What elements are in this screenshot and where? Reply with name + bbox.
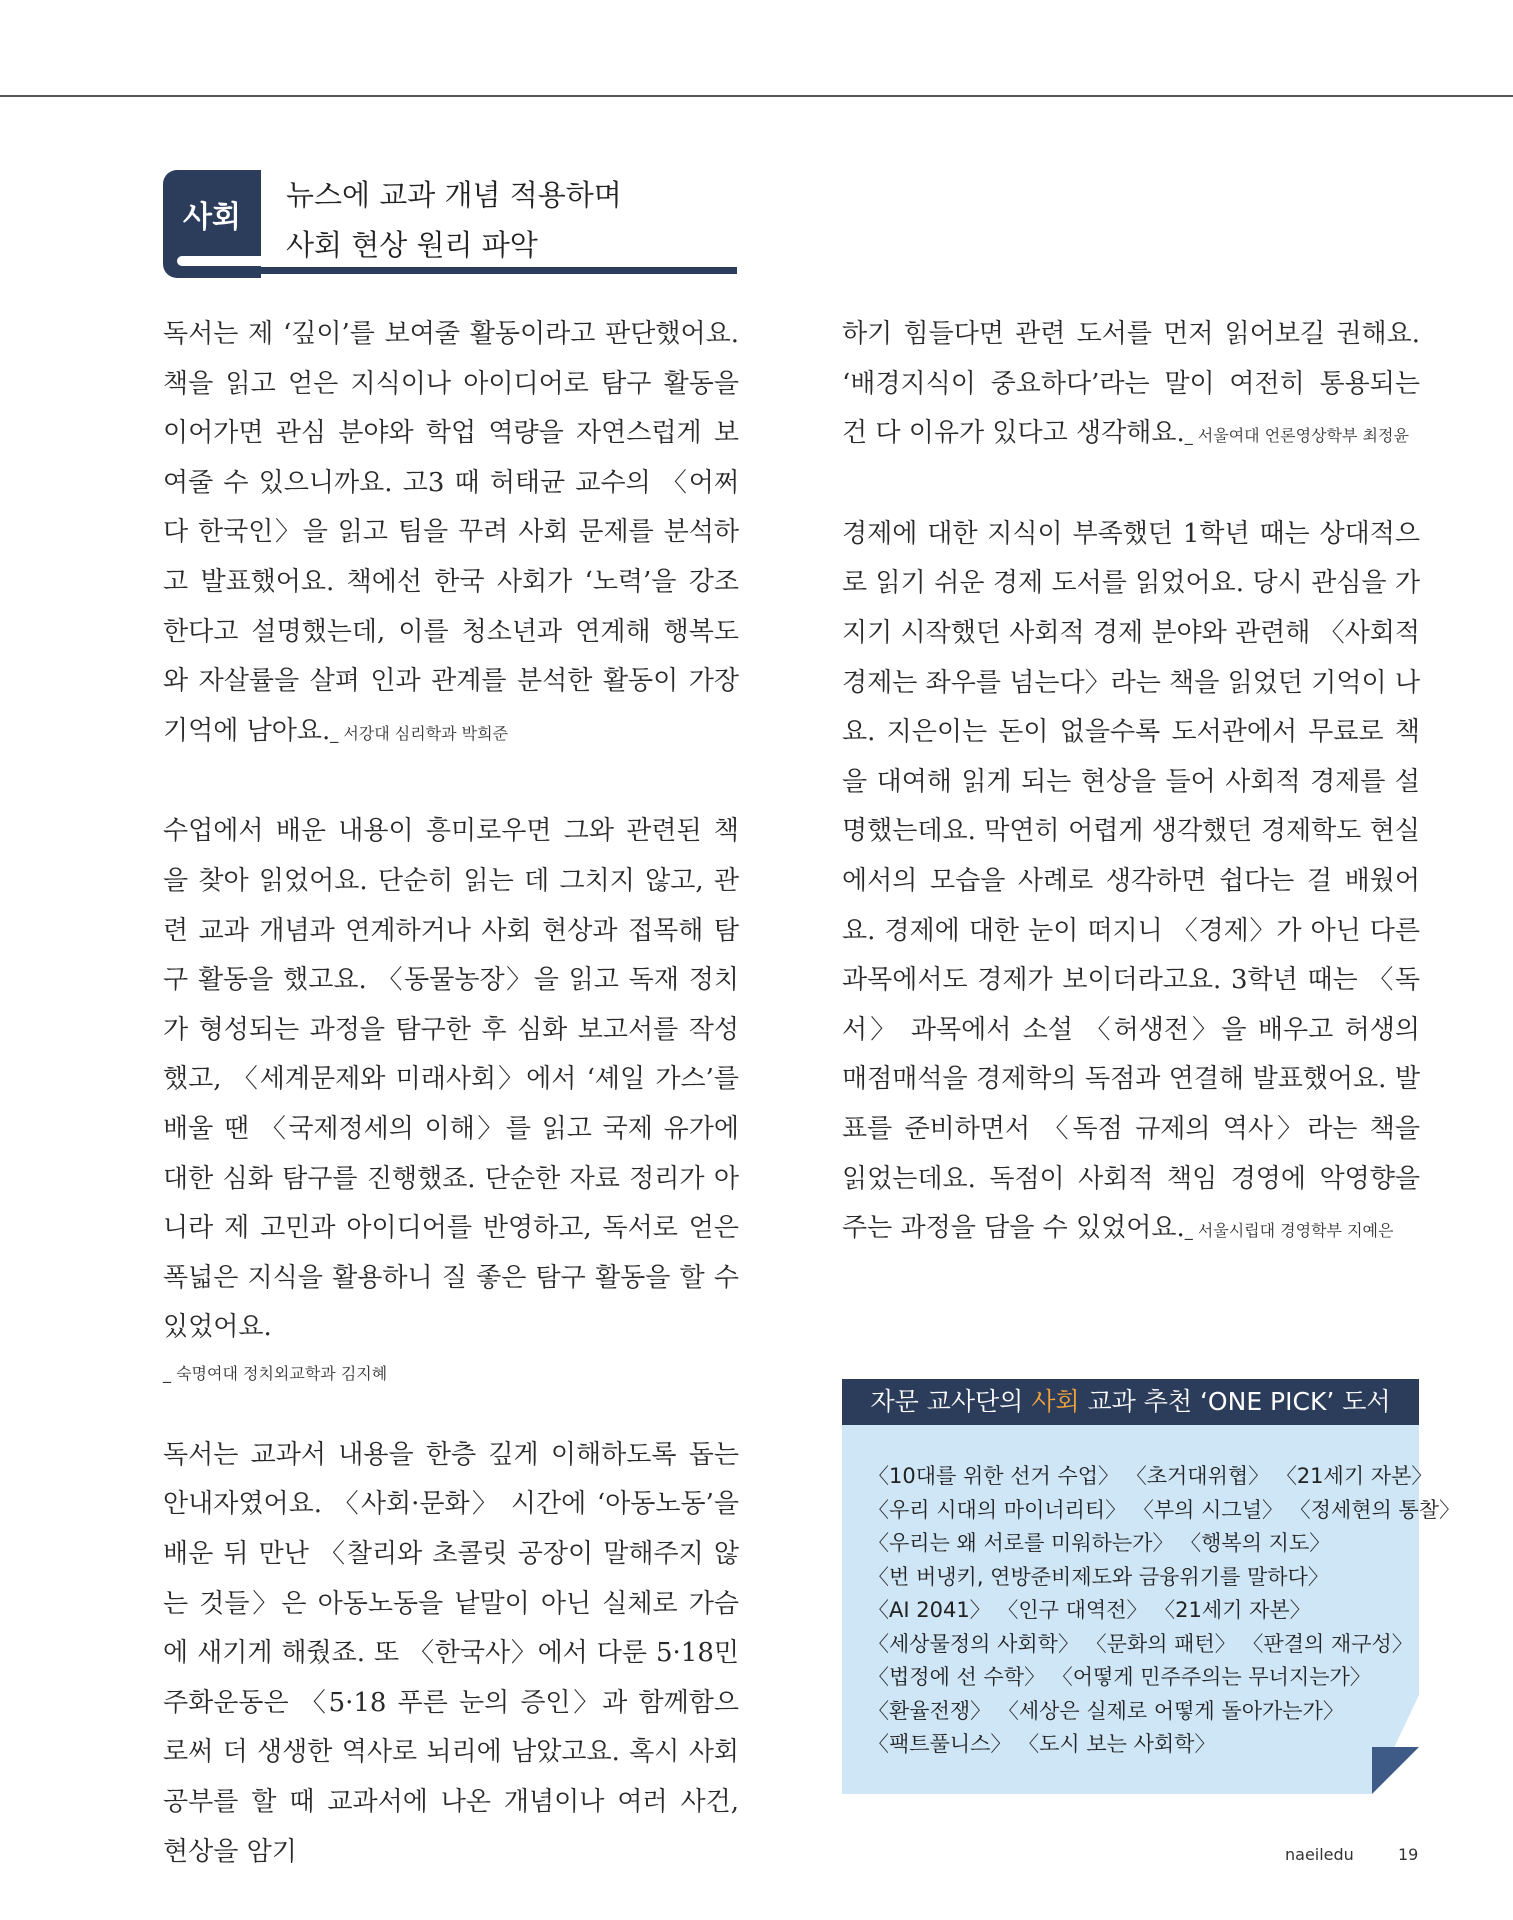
title-prefix: 자문 교사단의 xyxy=(870,1387,1032,1416)
paragraph-text: 독서는 제 ‘깊이’를 보여줄 활동이라고 판단했어요. 책을 읽고 얻은 지식이나 아이디어로 탐구 활동을 이어가면 관심 분야와 학업 역량을 자연스럽게 보여줄 수 있으니까요. 고3 때 허태균 교수의 〈어쩌다 한국인〉을 읽고 팀을 꾸려 사회 문제를 분석하고 발표했어요. 책에선 한국 사회가 ‘노력’을 강조한다고 설명했는데, 이를 청소년과 연계해 행복도와 자살률을 살펴 인과 관계를 분석한 활동이 가장 기억에 남아요. xyxy=(163,319,739,746)
paragraph-text: 경제에 대한 지식이 부족했던 1학년 때는 상대적으로 읽기 쉬운 경제 도서를 읽었어요. 당시 관심을 가지기 시작했던 사회적 경제 분야와 관련해 〈사회적 경제는 좌우를 넘는다〉라는 책을 읽었던 기억이 나요. 지은이는 돈이 없을수록 도서관에서 무료로 책을 대여해 읽게 되는 현상을 들어 사회적 경제를 설명했는데요. 막연히 어렵게 생각했던 경제학도 현실에서의 모습을 사례로 생각하면 쉽다는 걸 배웠어요. 경제에 대한 눈이 떠지니 〈경제〉가 아닌 다른 과목에서도 경제가 보이더라고요. 3학년 때는 〈독서〉 과목에서 소설 〈허생전〉을 배우고 허생의 매점매석을 경제학의 독점과 연결해 발표했어요. 발표를 준비하면서 〈독점 규제의 역사〉라는 책을 읽었는데요. 독점이 사회적 책임 경영에 악영향을 주는 과정을 담을 수 있었어요. xyxy=(842,518,1420,1244)
list-item: 〈AI 2041〉 〈인구 대역전〉 〈21세기 자본〉 xyxy=(868,1598,1311,1622)
book-list xyxy=(868,1460,1461,1762)
right-column xyxy=(842,310,1420,1256)
title-highlight: 사회 xyxy=(1031,1387,1080,1416)
author-signature: _ 서울여대 언론영상학부 최정윤 xyxy=(1184,426,1409,446)
heading-underline xyxy=(261,267,737,274)
list-item: 〈번 버냉키, 연방준비제도와 금융위기를 말하다〉 xyxy=(868,1564,1329,1589)
list-item: 〈팩트풀니스〉 〈도시 보는 사회학〉 xyxy=(868,1732,1216,1756)
badge-notch xyxy=(177,256,261,266)
list-item: 〈우리는 왜 서로를 미워하는가〉 〈행복의 지도〉 xyxy=(868,1531,1331,1555)
testimonial-paragraph xyxy=(842,510,1420,1256)
list-item: 〈우리 시대의 마이너리티〉 〈부의 시그널〉 〈정세현의 통찰〉 xyxy=(868,1497,1461,1522)
testimonial-paragraph xyxy=(163,1431,739,1877)
subject-badge-label: 사회 xyxy=(183,200,241,235)
list-item: 〈10대를 위한 선거 수업〉 〈초거대위협〉 〈21세기 자본〉 xyxy=(868,1464,1433,1488)
list-item: 〈세상물정의 사회학〉 〈문화의 패턴〉 〈판결의 재구성〉 xyxy=(868,1631,1413,1656)
paragraph-text: 하기 힘들다면 관련 도서를 먼저 읽어보길 권해요. ‘배경지식이 중요하다’라는 말이 여전히 통용되는 건 다 이유가 있다고 생각해요. xyxy=(842,319,1420,449)
subject-badge xyxy=(163,170,261,278)
author-signature: _ 서울시립대 경영학부 지예은 xyxy=(1184,1221,1394,1241)
section-heading xyxy=(286,170,622,270)
testimonial-paragraph xyxy=(163,310,739,758)
author-signature: _ 숙명여대 정치외교학과 김지혜 xyxy=(163,1363,388,1383)
heading-line-1: 뉴스에 교과 개념 적용하며 xyxy=(286,178,622,212)
left-column xyxy=(163,310,739,1877)
page-number: 19 xyxy=(1398,1845,1419,1864)
testimonial-paragraph xyxy=(842,310,1420,461)
top-divider xyxy=(0,95,1513,97)
testimonial-paragraph xyxy=(163,807,739,1353)
title-suffix: 교과 추천 ‘ONE PICK’ 도서 xyxy=(1079,1387,1391,1416)
author-signature: _ 서강대 심리학과 박희준 xyxy=(330,723,509,743)
recommendation-title xyxy=(842,1379,1419,1425)
paragraph-text: 독서는 교과서 내용을 한층 깊게 이해하도록 돕는 안내자였어요. 〈사회·문화〉 시간에 ‘아동노동’을 배운 뒤 만난 〈찰리와 초콜릿 공장이 말해주지 않는 것들〉은 아동노동을 낱말이 아닌 실체로 가슴에 새기게 해줬죠. 또 〈한국사〉에서 다룬 5·18민주화운동은 〈5·18 푸른 눈의 증인〉과 함께함으로써 더 생생한 역사로 뇌리에 남았고요. 혹시 사회 공부를 할 때 교과서에 나온 개념이나 여러 사건, 현상을 암기 xyxy=(163,1439,739,1867)
paragraph-text: 수업에서 배운 내용이 흥미로우면 그와 관련된 책을 찾아 읽었어요. 단순히 읽는 데 그치지 않고, 관련 교과 개념과 연계하거나 사회 현상과 접목해 탐구 활동을 했고요. 〈동물농장〉을 읽고 독재 정치가 형성되는 과정을 탐구한 후 심화 보고서를 작성했고, 〈세계문제와 미래사회〉에서 ‘셰일 가스’를 배울 땐 〈국제정세의 이해〉를 읽고 국제 유가에 대한 심화 탐구를 진행했죠. 단순한 자료 정리가 아니라 제 고민과 아이디어를 반영하고, 독서로 얻은 폭넓은 지식을 활용하니 질 좋은 탐구 활동을 할 수 있었어요. xyxy=(163,816,739,1343)
footer-brand: naeiledu xyxy=(1285,1845,1354,1864)
list-item: 〈법정에 선 수학〉 〈어떻게 민주주의는 무너지는가〉 xyxy=(868,1665,1371,1689)
heading-line-2: 사회 현상 원리 파악 xyxy=(286,228,538,262)
list-item: 〈환율전쟁〉 〈세상은 실제로 어떻게 돌아가는가〉 xyxy=(868,1698,1344,1723)
